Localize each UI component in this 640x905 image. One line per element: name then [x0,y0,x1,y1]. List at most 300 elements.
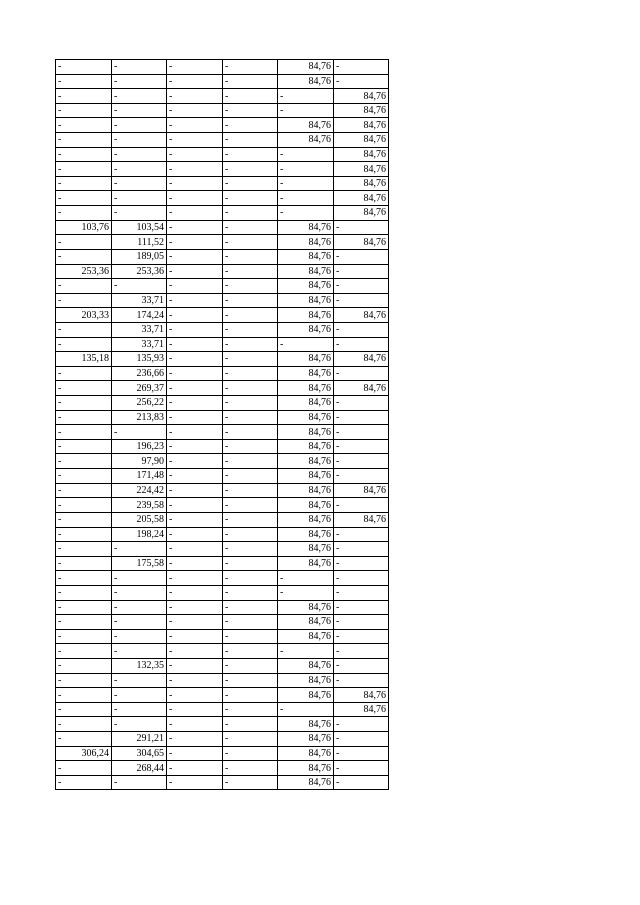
table-cell: - [167,761,223,776]
table-cell: - [223,118,278,133]
table-cell: - [334,615,389,630]
table-cell: - [167,542,223,557]
table-cell: 84,76 [334,235,389,250]
table-cell: - [223,512,278,527]
table-cell: - [223,483,278,498]
table-cell: - [56,103,112,118]
table-cell: - [223,615,278,630]
table-cell: 84,76 [278,264,334,279]
table-cell: - [56,469,112,484]
table-cell: 84,76 [334,147,389,162]
table-cell: 239,58 [112,498,167,513]
table-cell: - [112,89,167,104]
table-cell: 135,18 [56,352,112,367]
table-cell: - [56,176,112,191]
table-cell: - [334,585,389,600]
table-cell: - [112,133,167,148]
table-cell: 256,22 [112,396,167,411]
table-cell: 198,24 [112,527,167,542]
table-cell: - [112,103,167,118]
table-cell: 84,76 [278,483,334,498]
table-cell: - [56,658,112,673]
table-row [56,732,389,747]
table-cell: - [56,118,112,133]
table-cell: 306,24 [56,746,112,761]
table-row [56,293,389,308]
table-cell: - [167,352,223,367]
table-row [56,279,389,294]
table-cell: - [223,176,278,191]
table-cell: 253,36 [56,264,112,279]
table-row [56,264,389,279]
table-cell: 33,71 [112,337,167,352]
table-cell: - [112,74,167,89]
table-cell: - [112,571,167,586]
table-cell: 84,76 [278,498,334,513]
table-cell: 84,76 [334,381,389,396]
table-cell: - [56,644,112,659]
table-row [56,425,389,440]
table-cell: - [223,249,278,264]
table-cell: - [223,147,278,162]
table-cell: 84,76 [334,162,389,177]
table-row [56,439,389,454]
table-cell: - [334,293,389,308]
table-cell: 84,76 [278,688,334,703]
table-cell: - [56,615,112,630]
table-cell: - [56,483,112,498]
table-cell: - [56,337,112,352]
table-cell: 84,76 [334,688,389,703]
table-row [56,206,389,221]
table-row [56,352,389,367]
table-cell: - [278,644,334,659]
table-cell: - [223,498,278,513]
table-cell: - [56,279,112,294]
table-cell: - [334,279,389,294]
table-cell: 103,54 [112,220,167,235]
table-cell: 196,23 [112,439,167,454]
table-cell: 84,76 [334,89,389,104]
table-cell: - [334,366,389,381]
table-cell: 103,76 [56,220,112,235]
table-cell: - [223,600,278,615]
table-cell: 84,76 [278,293,334,308]
table-cell: - [334,644,389,659]
table-cell: - [56,191,112,206]
table-cell: 84,76 [278,60,334,75]
table-row [56,220,389,235]
table-row [56,585,389,600]
table-row [56,556,389,571]
table-cell: - [112,162,167,177]
table-cell: 268,44 [112,761,167,776]
table-row [56,600,389,615]
table-cell: 175,58 [112,556,167,571]
table-cell: - [167,322,223,337]
table-cell: - [167,717,223,732]
table-cell: 304,65 [112,746,167,761]
table-row [56,571,389,586]
table-row [56,717,389,732]
table-cell: 132,35 [112,658,167,673]
table-cell: 84,76 [278,454,334,469]
table-cell: - [334,556,389,571]
table-row [56,366,389,381]
table-cell: - [112,717,167,732]
table-cell: - [167,74,223,89]
table-cell: - [167,293,223,308]
table-cell: 84,76 [334,118,389,133]
table-cell: - [56,702,112,717]
table-cell: - [223,337,278,352]
table-cell: - [223,322,278,337]
table-cell: - [278,702,334,717]
table-cell: 269,37 [112,381,167,396]
table-cell: - [223,133,278,148]
table-cell: - [334,454,389,469]
table-row [56,542,389,557]
table-cell: 84,76 [278,600,334,615]
table-cell: 236,66 [112,366,167,381]
table-cell: - [112,688,167,703]
table-cell: - [223,89,278,104]
table-row [56,688,389,703]
table-cell: - [167,688,223,703]
table-row [56,337,389,352]
table-cell: 84,76 [278,352,334,367]
table-cell: 84,76 [278,761,334,776]
table-cell: - [167,615,223,630]
table-cell: - [167,191,223,206]
table-cell: - [167,381,223,396]
table-cell: - [56,542,112,557]
table-cell: - [167,644,223,659]
table-row [56,103,389,118]
table-cell: - [223,775,278,790]
table-cell: 84,76 [278,469,334,484]
table-cell: - [112,644,167,659]
table-cell: - [56,775,112,790]
table-cell: - [112,673,167,688]
table-cell: - [167,235,223,250]
table-cell: - [112,118,167,133]
table-row [56,702,389,717]
table-cell: - [334,410,389,425]
table-cell: - [334,498,389,513]
table-cell: - [223,571,278,586]
table-cell: - [223,396,278,411]
table-cell: - [223,527,278,542]
table-cell: - [56,381,112,396]
table-cell: - [112,775,167,790]
table-cell: - [167,658,223,673]
table-cell: - [334,761,389,776]
table-cell: - [56,206,112,221]
table-cell: - [278,176,334,191]
table-row [56,483,389,498]
table-cell: - [167,133,223,148]
table-cell: - [278,585,334,600]
table-cell: 33,71 [112,322,167,337]
table-cell: - [223,542,278,557]
table-cell: - [334,732,389,747]
table-cell: - [56,249,112,264]
table-cell: - [167,512,223,527]
table-cell: - [56,74,112,89]
table-cell: - [278,206,334,221]
table-cell: 205,58 [112,512,167,527]
table-cell: - [334,425,389,440]
table-cell: - [56,454,112,469]
table-row [56,74,389,89]
table-cell: 84,76 [334,133,389,148]
table-cell: 84,76 [334,308,389,323]
table-cell: 84,76 [278,673,334,688]
table-cell: - [167,629,223,644]
table-cell: - [56,425,112,440]
table-cell: 84,76 [278,249,334,264]
table-cell: - [167,571,223,586]
table-cell: - [334,673,389,688]
table-row [56,118,389,133]
table-cell: - [223,410,278,425]
table-row [56,498,389,513]
table-cell: 84,76 [334,352,389,367]
table-cell: - [167,60,223,75]
table-cell: - [223,162,278,177]
table-cell: - [334,542,389,557]
table-cell: - [167,220,223,235]
data-table [55,59,389,790]
table-cell: - [167,264,223,279]
table-cell: - [223,60,278,75]
table-cell: - [223,191,278,206]
table-cell: - [112,585,167,600]
table-cell: - [167,337,223,352]
table-row [56,249,389,264]
table-cell: 84,76 [278,658,334,673]
table-cell: - [112,279,167,294]
table-row [56,147,389,162]
table-row [56,381,389,396]
table-cell: - [334,337,389,352]
table-cell: - [167,746,223,761]
table-row [56,454,389,469]
table-cell: - [56,571,112,586]
table-row [56,746,389,761]
table-row [56,89,389,104]
table-cell: 84,76 [278,410,334,425]
table-cell: - [223,439,278,454]
table-row [56,469,389,484]
table-row [56,512,389,527]
table-cell: - [112,60,167,75]
table-cell: 174,24 [112,308,167,323]
table-cell: - [334,527,389,542]
table-cell: 84,76 [334,702,389,717]
table-cell: - [334,775,389,790]
table-cell: 84,76 [278,235,334,250]
table-cell: 84,76 [334,191,389,206]
table-cell: - [223,264,278,279]
table-cell: - [56,235,112,250]
table-cell: - [167,147,223,162]
table-cell: - [223,702,278,717]
table-cell: - [167,775,223,790]
table-cell: - [223,293,278,308]
table-cell: - [56,366,112,381]
table-cell: - [56,147,112,162]
table-cell: 84,76 [278,746,334,761]
table-cell: - [223,658,278,673]
table-cell: - [112,147,167,162]
table-cell: 84,76 [278,279,334,294]
table-cell: - [56,717,112,732]
table-cell: - [167,556,223,571]
table-cell: - [56,600,112,615]
table-cell: 291,21 [112,732,167,747]
table-cell: - [334,629,389,644]
table-cell: - [334,249,389,264]
table-cell: - [334,74,389,89]
table-cell: 84,76 [278,775,334,790]
table-cell: - [56,688,112,703]
table-cell: - [334,469,389,484]
table-row [56,527,389,542]
table-cell: - [167,396,223,411]
table-cell: 203,33 [56,308,112,323]
table-cell: - [56,761,112,776]
table-row [56,308,389,323]
table-cell: - [223,629,278,644]
table-cell: - [278,103,334,118]
table-cell: - [56,439,112,454]
table-cell: 33,71 [112,293,167,308]
table-cell: - [167,249,223,264]
table-cell: - [112,542,167,557]
table-cell: - [278,162,334,177]
table-cell: - [56,322,112,337]
table-cell: - [56,512,112,527]
table-cell: - [278,191,334,206]
table-cell: 84,76 [278,425,334,440]
table-cell: 84,76 [278,542,334,557]
table-cell: - [167,89,223,104]
table-row [56,60,389,75]
table-cell: 84,76 [278,381,334,396]
table-cell: - [167,103,223,118]
table-cell: - [223,644,278,659]
table-cell: - [167,600,223,615]
table-cell: 84,76 [278,118,334,133]
table-cell: - [56,293,112,308]
table-cell: - [56,732,112,747]
table-cell: - [223,425,278,440]
table-cell: - [56,396,112,411]
table-cell: - [223,761,278,776]
table-cell: - [167,425,223,440]
table-cell: - [56,60,112,75]
table-row [56,162,389,177]
table-cell: - [167,702,223,717]
table-cell: - [167,118,223,133]
table-cell: 84,76 [278,629,334,644]
table-cell: - [278,571,334,586]
table-cell: - [112,206,167,221]
table-cell: - [112,615,167,630]
table-cell: 84,76 [278,133,334,148]
table-cell: - [167,732,223,747]
table-cell: 84,76 [278,615,334,630]
table-row [56,673,389,688]
table-cell: 84,76 [278,527,334,542]
table-cell: - [223,279,278,294]
table-cell: 84,76 [278,220,334,235]
table-cell: - [334,264,389,279]
table-cell: - [223,103,278,118]
table-cell: 84,76 [334,103,389,118]
table-cell: 84,76 [278,717,334,732]
table-cell: - [223,206,278,221]
table-cell: - [334,322,389,337]
table-cell: - [223,454,278,469]
table-cell: - [223,235,278,250]
table-cell: - [223,688,278,703]
table-row [56,133,389,148]
table-cell: - [334,746,389,761]
table-cell: - [167,469,223,484]
table-row [56,396,389,411]
table-cell: 97,90 [112,454,167,469]
table-cell: - [167,176,223,191]
table-cell: 84,76 [278,74,334,89]
table-cell: - [223,732,278,747]
table-cell: - [56,410,112,425]
table-cell: - [223,366,278,381]
table-row [56,775,389,790]
table-cell: - [334,571,389,586]
table-row [56,761,389,776]
table-cell: - [278,89,334,104]
table-cell: - [223,381,278,396]
table-cell: - [56,527,112,542]
table-row [56,322,389,337]
table-row [56,644,389,659]
table-cell: 84,76 [278,556,334,571]
table-row [56,235,389,250]
table-cell: - [223,556,278,571]
table-cell: - [112,629,167,644]
table-cell: 213,83 [112,410,167,425]
table-cell: 84,76 [278,366,334,381]
table-cell: - [167,206,223,221]
table-row [56,176,389,191]
table-cell: - [334,60,389,75]
table-cell: - [167,410,223,425]
table-cell: 84,76 [278,512,334,527]
table-cell: - [223,717,278,732]
table-cell: - [167,498,223,513]
table-cell: - [112,176,167,191]
table-cell: - [334,220,389,235]
table-cell: - [167,673,223,688]
table-cell: - [112,191,167,206]
table-cell: - [167,308,223,323]
table-cell: 135,93 [112,352,167,367]
table-body [56,60,389,790]
table-cell: - [223,220,278,235]
